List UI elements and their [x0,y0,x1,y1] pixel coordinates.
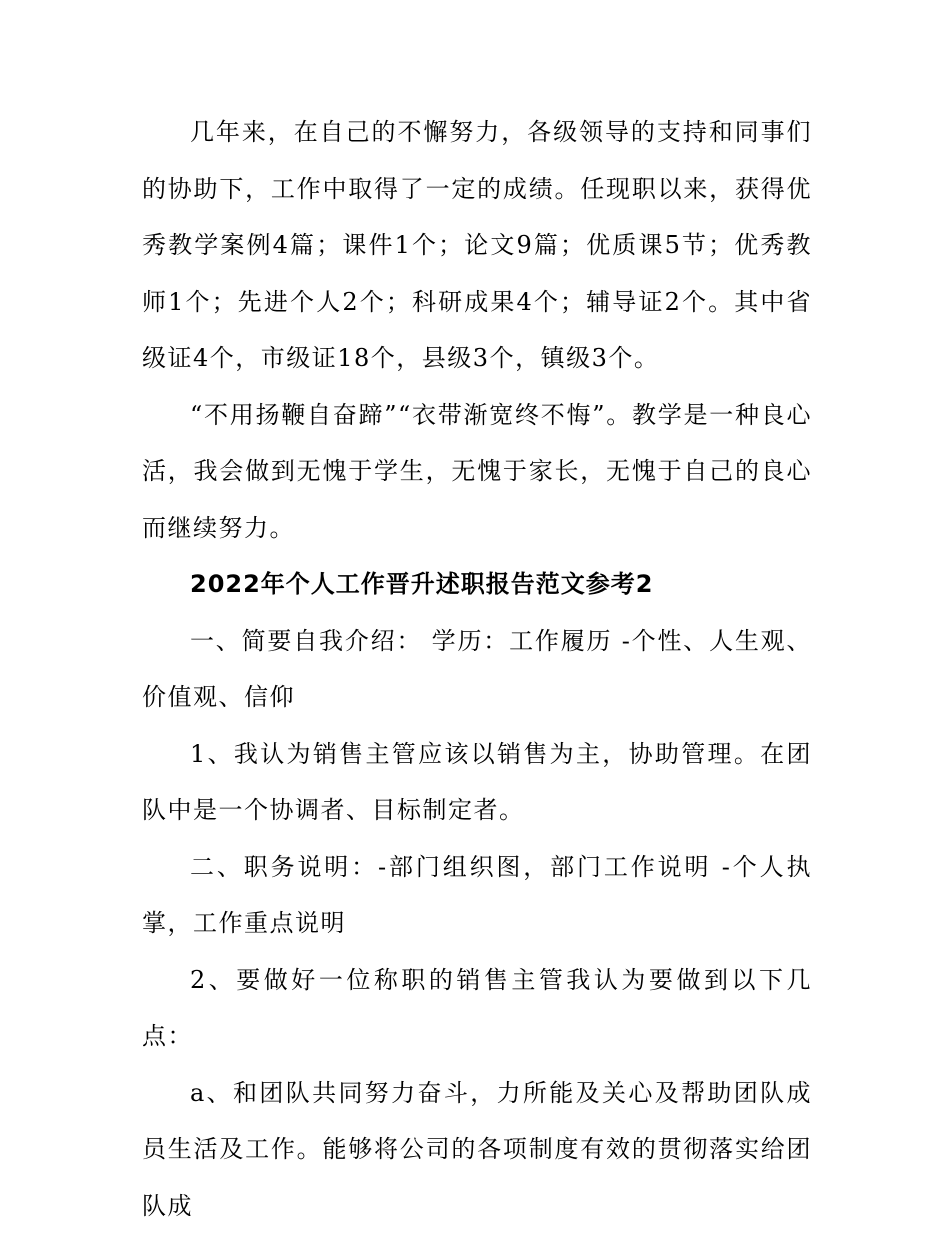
paragraph-requirements: 2、要做好一位称职的销售主管我认为要做到以下几点： [142,952,812,1065]
paragraph-role-view: 1、我认为销售主管应该以销售为主，协助管理。在团队中是一个协调者、目标制定者。 [142,726,812,839]
paragraph-self-intro: 一、简要自我介绍： 学历：工作履历 -个性、人生观、价值观、信仰 [142,613,812,726]
paragraph-conscience: “不用扬鞭自奋蹄”“衣带渐宽终不悔”。教学是一种良心活，我会做到无愧于学生，无愧于家长，无愧于自己的良心而继续努力。 [142,387,812,557]
paragraph-teamwork: a、和团队共同努力奋斗，力所能及关心及帮助团队成员生活及工作。能够将公司的各项制度有效的贯彻落实给团队成 [142,1065,812,1234]
paragraph-achievements: 几年来，在自己的不懈努力，各级领导的支持和同事们的协助下，工作中取得了一定的成绩。任现职以来，获得优秀教学案例4篇；课件1个；论文9篇；优质课5节；优秀教师1个；先进个人2个；科研成果4个；辅导证2个。其中省级证4个，市级证18个，县级3个，镇级3个。 [142,104,812,387]
document-body [142,104,812,1234]
section-heading: 2022年个人工作晋升述职报告范文参考2 [142,556,812,613]
paragraph-job-description: 二、职务说明：-部门组织图，部门工作说明 -个人执掌，工作重点说明 [142,839,812,952]
